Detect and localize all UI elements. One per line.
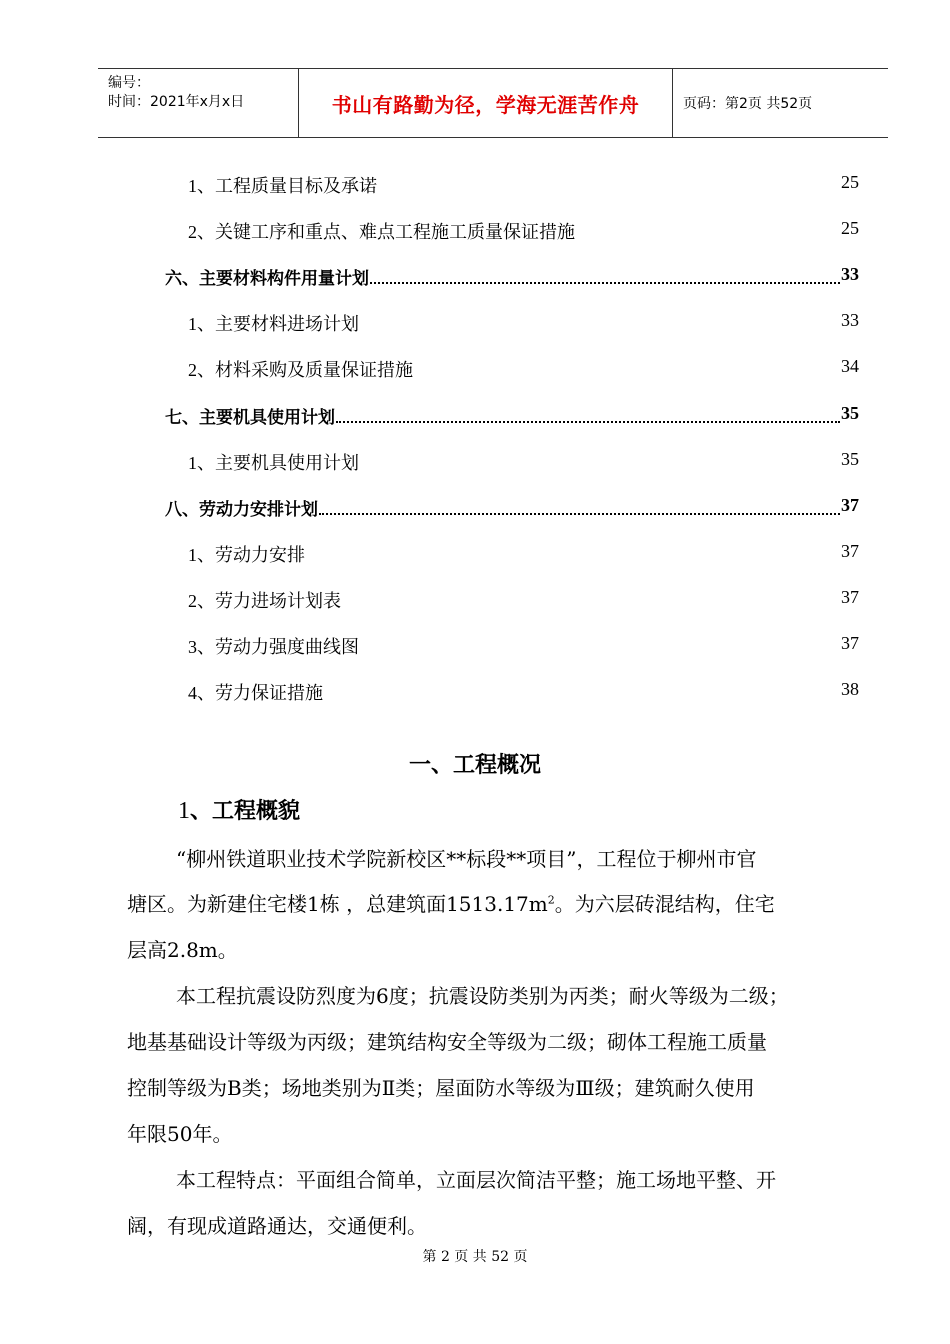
toc-entry-title: 4、劳力保证措施 xyxy=(188,683,323,704)
toc-entry-page: 25 xyxy=(841,218,859,239)
subsection-title xyxy=(178,794,300,825)
toc-entry[interactable] xyxy=(0,633,950,657)
toc-entry-page: 37 xyxy=(841,633,859,653)
toc-leader-dots xyxy=(370,282,840,284)
paragraph-line: “柳州铁道职业技术学院新校区**标段**项目”，工程位于柳州市官 xyxy=(176,847,757,871)
paragraph-line: 年限50年。 xyxy=(127,1122,233,1146)
toc-entry-title: 1、主要材料进场计划 xyxy=(188,314,359,335)
toc-entry-page: 33 xyxy=(841,264,859,285)
header-page-cell xyxy=(673,69,888,137)
doc-code-label: 编号： xyxy=(108,75,150,91)
toc-entry-title: 1、劳动力安排 xyxy=(188,544,305,565)
toc-entry[interactable] xyxy=(0,218,950,242)
toc-entry-title: 八、劳动力安排计划 xyxy=(165,499,318,520)
section-title: 一、工程概况 xyxy=(408,753,541,778)
subsection-number: 1 xyxy=(178,798,190,824)
toc-entry-title: 1、工程质量目标及承诺 xyxy=(188,176,377,196)
toc-entry[interactable] xyxy=(0,356,950,380)
page-footer: 第 2 页 共 52 页 xyxy=(422,1249,528,1265)
toc-entry-title: 七、主要机具使用计划 xyxy=(165,407,335,428)
toc-entry-title: 2、关键工序和重点、难点工程施工质量保证措施 xyxy=(188,222,575,243)
toc-entry[interactable] xyxy=(0,172,950,196)
paragraph-line xyxy=(127,888,775,917)
toc-entry-page: 37 xyxy=(841,494,859,515)
toc-entry[interactable] xyxy=(0,449,950,473)
paragraph-text: 塘区。为新建住宅楼1栋 ，总建筑面1513.17m xyxy=(127,892,548,916)
toc-entry-page: 37 xyxy=(841,540,859,561)
toc-leader-dots xyxy=(336,421,840,423)
toc-entry-page: 35 xyxy=(841,448,859,469)
toc-entry[interactable] xyxy=(0,310,950,334)
paragraph-text: 。为六层砖混结构，住宅 xyxy=(554,892,775,916)
toc-leader-dots xyxy=(319,513,840,515)
toc-entry-page: 38 xyxy=(841,679,859,700)
doc-time-label: 时间：2021年x月x日 xyxy=(108,94,245,110)
paragraph-line: 地基基础设计等级为丙级；建筑结构安全等级为二级；砌体工程施工质量 xyxy=(127,1030,767,1054)
toc-section-entry[interactable] xyxy=(0,403,950,427)
page-header xyxy=(98,68,888,138)
toc-entry-title: 2、劳力进场计划表 xyxy=(188,590,341,611)
toc-entry-title: 六、主要材料构件用量计划 xyxy=(165,269,369,290)
header-motto: 书山有路勤为径，学海无涯苦作舟 xyxy=(331,92,640,117)
toc-entry[interactable] xyxy=(0,541,950,565)
paragraph-line: 本工程特点：平面组合简单，立面层次简洁平整；施工场地平整、开 xyxy=(176,1168,776,1192)
toc-entry-page: 37 xyxy=(841,586,859,607)
toc-entry-page: 25 xyxy=(841,172,859,192)
paragraph-line: 本工程抗震设防烈度为6度；抗震设防类别为丙类；耐火等级为二级； xyxy=(176,984,789,1008)
toc-entry-page: 34 xyxy=(841,356,859,377)
toc-entry-page: 33 xyxy=(841,310,859,331)
subsection-text: 、工程概貌 xyxy=(190,799,301,824)
paragraph-line: 阔，有现成道路通达，交通便利。 xyxy=(127,1214,427,1238)
header-motto-cell xyxy=(299,69,673,137)
toc-entry-title: 1、主要机具使用计划 xyxy=(188,452,359,473)
superscript: 2 xyxy=(547,893,555,907)
toc-section-entry[interactable] xyxy=(0,495,950,519)
toc-entry[interactable] xyxy=(0,587,950,611)
header-page-info: 页码：第2页 共52页 xyxy=(683,96,813,112)
paragraph-line: 层高2.8m。 xyxy=(127,938,238,962)
paragraph-line: 控制等级为B类；场地类别为Ⅱ类；屋面防水等级为Ⅲ级；建筑耐久使用 xyxy=(127,1076,755,1100)
toc-section-entry[interactable] xyxy=(0,264,950,288)
toc-entry-page: 35 xyxy=(841,402,859,423)
toc-entry[interactable] xyxy=(0,679,950,703)
header-meta xyxy=(98,69,299,137)
toc-entry-title: 2、材料采购及质量保证措施 xyxy=(188,360,413,381)
toc-entry-title: 3、劳动力强度曲线图 xyxy=(188,637,359,657)
